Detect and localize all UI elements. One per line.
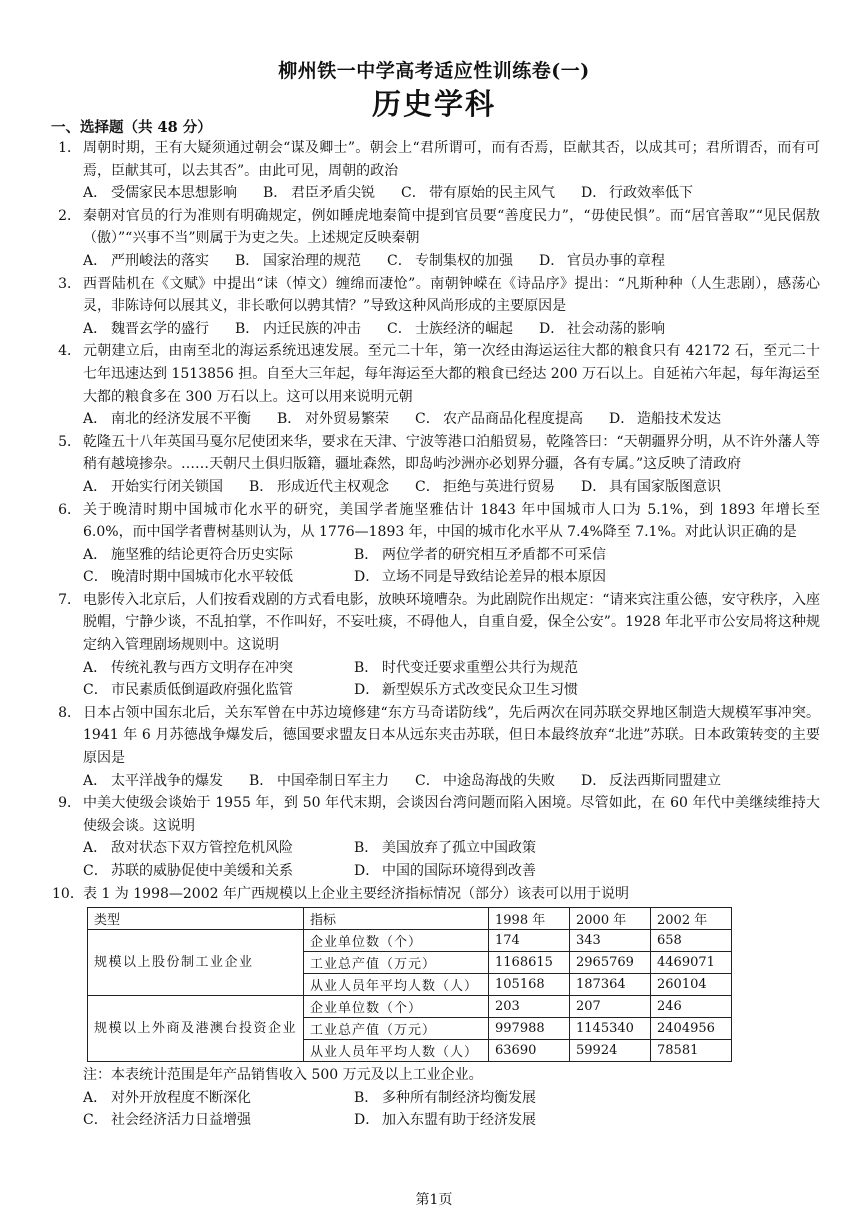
option-text: 两位学者的研究相互矛盾都不可采信 [382, 546, 606, 563]
option-text: 官员办事的章程 [567, 252, 665, 269]
option-letter: B． [354, 546, 379, 563]
question-stem: 周朝时期，王有大疑须通过朝会“谋及卿士”。朝会上“君所谓可，而有否焉，臣献其否，以成其可；君所谓否，而有可焉，臣献其可，以去其否”。由此可见，周朝的政治 [83, 140, 820, 179]
option-letter: C． [83, 682, 108, 699]
option-text: 国家治理的规范 [263, 252, 361, 269]
option-d[interactable] [581, 182, 693, 205]
option-c[interactable] [415, 476, 555, 499]
option-text: 受儒家民本思想影响 [111, 185, 237, 202]
option-d[interactable] [354, 679, 714, 702]
table-value-cell: 260104 [651, 974, 732, 996]
option-a[interactable] [83, 544, 354, 567]
option-b[interactable] [354, 1087, 714, 1110]
option-text: 晚清时期中国城市化水平较低 [111, 569, 293, 586]
option-list [83, 770, 820, 793]
table-header-cell: 类型 [88, 908, 304, 930]
table-value-cell: 658 [651, 930, 732, 952]
question-2 [52, 205, 820, 273]
option-letter: C． [83, 1112, 108, 1129]
option-list [83, 318, 820, 341]
option-b[interactable] [354, 837, 714, 860]
option-b[interactable] [249, 770, 389, 793]
option-letter: D． [609, 411, 635, 428]
option-list [83, 250, 820, 273]
option-text: 专制集权的加强 [415, 252, 513, 269]
option-text: 农产品商品化程度提高 [443, 411, 583, 428]
option-letter: A． [83, 411, 108, 428]
option-text: 太平洋战争的爆发 [111, 772, 223, 789]
option-b[interactable] [235, 318, 361, 341]
exam-title: 柳州铁一中学高考适应性训练卷(一) [278, 60, 590, 82]
option-text: 社会经济活力日益增强 [111, 1112, 251, 1129]
option-text: 开始实行闭关锁国 [111, 478, 223, 495]
table-value-cell: 1145340 [570, 1018, 651, 1040]
option-text: 对外贸易繁荣 [305, 411, 389, 428]
option-d[interactable] [581, 476, 721, 499]
option-text: 时代变迁要求重塑公共行为规范 [382, 659, 578, 676]
option-letter: C． [415, 411, 440, 428]
table-value-cell: 174 [489, 930, 570, 952]
option-text: 施坚雅的结论更符合历史实际 [111, 546, 293, 563]
table-value-cell: 207 [570, 996, 651, 1018]
question-9 [52, 792, 820, 882]
option-letter: C． [387, 252, 412, 269]
option-letter: A． [83, 185, 108, 202]
table-indicator-cell: 工业总产值（万元） [304, 952, 489, 974]
option-text: 中途岛海战的失败 [443, 772, 555, 789]
option-a[interactable] [83, 318, 209, 341]
question-8 [52, 702, 820, 792]
option-d[interactable] [609, 408, 721, 431]
option-letter: A． [83, 840, 108, 857]
option-letter: A． [83, 320, 108, 337]
table-row [88, 930, 732, 952]
option-letter: C． [83, 569, 108, 586]
option-a[interactable] [83, 770, 223, 793]
option-d[interactable] [354, 1109, 714, 1132]
question-10 [52, 883, 820, 1132]
question-7 [52, 589, 820, 702]
question-stem: 关于晚清时期中国城市化水平的研究，美国学者施坚雅估计 1843 年中国城市人口为 5.1%，到 1893 年增长至 6.0%，而中国学者曹树基则认为，从 1776—1893 年，中国的城市化水平从 7.4%降至 7.1%。对此认识正确的是 [83, 501, 820, 541]
option-d[interactable] [354, 566, 714, 589]
table-value-cell: 2404956 [651, 1018, 732, 1040]
question-6 [52, 499, 820, 589]
option-a[interactable] [83, 476, 223, 499]
table-indicator-cell: 企业单位数（个） [304, 930, 489, 952]
question-number: 1． [58, 140, 81, 156]
question-3 [52, 273, 820, 341]
table-value-cell: 997988 [489, 1018, 570, 1040]
question-number: 2． [58, 207, 81, 224]
table-indicator-cell: 工业总产值（万元） [304, 1018, 489, 1040]
option-c[interactable] [415, 770, 555, 793]
option-text: 君臣矛盾尖锐 [291, 185, 375, 202]
table-value-cell: 343 [570, 930, 651, 952]
table-value-cell: 2965769 [570, 952, 651, 974]
option-list [83, 837, 820, 882]
table-header-row [88, 908, 732, 930]
option-letter: B． [235, 320, 260, 337]
question-number: 8． [58, 704, 81, 721]
option-list [83, 657, 820, 702]
option-text: 中国牵制日军主力 [277, 772, 389, 789]
option-text: 士族经济的崛起 [415, 320, 513, 337]
option-text: 社会动荡的影响 [567, 320, 665, 337]
table-value-cell: 59924 [570, 1040, 651, 1062]
option-text: 反法西斯同盟建立 [609, 772, 721, 789]
option-letter: B． [235, 252, 260, 269]
option-a[interactable] [83, 657, 354, 680]
table-header-cell: 指标 [304, 908, 489, 930]
table-value-cell: 63690 [489, 1040, 570, 1062]
option-d[interactable] [539, 250, 665, 273]
option-c[interactable] [415, 408, 583, 431]
page-number: 第1页 [415, 1192, 453, 1208]
option-a[interactable] [83, 408, 251, 431]
option-text: 南北的经济发展不平衡 [111, 411, 251, 428]
table-value-cell: 78581 [651, 1040, 732, 1062]
option-letter: D． [581, 185, 607, 202]
option-a[interactable] [83, 837, 354, 860]
option-text: 对外开放程度不断深化 [111, 1089, 251, 1106]
data-table [87, 907, 732, 1062]
option-b[interactable] [354, 657, 714, 680]
option-text: 行政效率低下 [609, 185, 693, 202]
table-value-cell: 1168615 [489, 952, 570, 974]
option-list [83, 408, 820, 431]
option-text: 市民素质低倒逼政府强化监管 [111, 682, 293, 699]
option-list [83, 544, 820, 589]
option-text: 敌对状态下双方管控危机风险 [111, 840, 293, 857]
table-value-cell: 105168 [489, 974, 570, 996]
option-letter: A． [83, 546, 108, 563]
subject-title: 历史学科 [371, 87, 496, 121]
option-c[interactable] [83, 860, 354, 883]
table-value-cell: 4469071 [651, 952, 732, 974]
option-letter: D． [354, 863, 380, 879]
option-letter: B． [249, 478, 274, 495]
option-text: 中国的国际环境得到改善 [382, 863, 536, 879]
option-letter: A． [83, 1089, 108, 1106]
table-type-cell: 规模以上股份制工业企业 [88, 930, 304, 996]
option-a[interactable] [83, 250, 209, 273]
table-header-cell: 1998 年 [489, 908, 570, 930]
option-text: 形成近代主权观念 [277, 478, 389, 495]
option-b[interactable] [354, 544, 714, 567]
option-letter: B． [354, 659, 379, 676]
option-b[interactable] [263, 182, 375, 205]
option-text: 带有原始的民主风气 [429, 185, 555, 202]
option-letter: C． [415, 478, 440, 495]
option-letter: B． [277, 411, 302, 428]
table-header-cell: 2002 年 [651, 908, 732, 930]
option-a[interactable] [83, 1087, 354, 1110]
option-text: 严刑峻法的落实 [111, 252, 209, 269]
question-stem: 乾隆五十八年英国马戛尔尼使团来华，要求在天津、宁波等港口泊船贸易，乾隆答曰：“天朝疆界分明，从不许外藩人等稍有越境掺杂。……天朝尺土俱归版籍，疆址森然，即岛屿沙洲亦必划界分疆，各有专属。”这反映了清政府 [83, 433, 820, 473]
option-letter: C． [401, 185, 426, 202]
question-stem: 电影传入北京后，人们按看戏剧的方式看电影，放映环境嘈杂。为此剧院作出规定：“请来宾注重公德，安守秩序，入座脱帽，宁静少谈，不乱拍掌，不作叫好，不妄吐痰，不碍他人，自重自爱，保全公安”。1928 年北平市公安局将这种规定纳入管理剧场规则中。这说明 [83, 591, 820, 654]
option-letter: B． [263, 185, 288, 202]
option-d[interactable] [354, 860, 714, 883]
option-letter: D． [354, 569, 380, 586]
table-row [88, 996, 732, 1018]
option-text: 苏联的威胁促使中美缓和关系 [111, 863, 293, 879]
question-1 [52, 137, 820, 205]
option-letter: A． [83, 252, 108, 269]
option-letter: D． [539, 320, 565, 337]
option-c[interactable] [83, 566, 354, 589]
option-list [83, 1087, 820, 1132]
question-stem: 日本占领中国东北后，关东军曾在中苏边境修建“东方马奇诺防线”，先后两次在同苏联交界地区制造大规模军事冲突。1941 年 6 月苏德战争爆发后，德国要求盟友日本从远东夹击苏联，但日本最终放弃“北进”苏联。日本政策转变的主要原因是 [83, 704, 820, 767]
option-c[interactable] [387, 250, 513, 273]
option-text: 加入东盟有助于经济发展 [382, 1112, 536, 1129]
question-number: 5． [58, 433, 81, 450]
question-5 [52, 431, 820, 499]
option-text: 美国放弃了孤立中国政策 [382, 840, 536, 857]
option-text: 拒绝与英进行贸易 [443, 478, 555, 495]
question-number: 7． [58, 591, 81, 608]
option-a[interactable] [83, 182, 237, 205]
option-d[interactable] [539, 318, 665, 341]
question-number: 3． [58, 275, 81, 292]
table-value-cell: 187364 [570, 974, 651, 996]
option-c[interactable] [83, 1109, 354, 1132]
table-indicator-cell: 从业人员年平均人数（人） [304, 974, 489, 996]
table-note: 注：本表统计范围是年产品销售收入 500 万元及以上工业企业。 [83, 1067, 483, 1084]
question-stem: 中美大使级会谈始于 1955 年，到 50 年代末期，会谈因台湾问题而陷入困境。尽管如此，在 60 年代中美继续维持大使级会谈。这说明 [83, 795, 820, 834]
option-b[interactable] [235, 250, 361, 273]
table-value-cell: 246 [651, 996, 732, 1018]
option-b[interactable] [249, 476, 389, 499]
option-letter: B． [249, 772, 274, 789]
option-c[interactable] [83, 679, 354, 702]
question-stem: 秦朝对官员的行为准则有明确规定，例如睡虎地秦简中提到官员要“善度民力”，“毋使民惧”。而“居官善取”“见民倨敖（傲）”“兴事不当”则属于为吏之失。上述规定反映秦朝 [83, 207, 820, 247]
option-list [83, 182, 820, 205]
option-text: 新型娱乐方式改变民众卫生习惯 [382, 682, 578, 699]
option-text: 多种所有制经济均衡发展 [382, 1089, 536, 1106]
question-stem: 西晋陆机在《文赋》中提出“诔（悼文）缠绵而凄怆”。南朝钟嵘在《诗品序》提出：“凡斯种种（人生悲剧），感荡心灵，非陈诗何以展其义，非长歌何以骋其情？”导致这种风尚形成的主要原因是 [83, 275, 820, 315]
option-c[interactable] [387, 318, 513, 341]
option-d[interactable] [581, 770, 721, 793]
table-indicator-cell: 从业人员年平均人数（人） [304, 1040, 489, 1062]
section-heading: 一、选择题（共 48 分） [51, 119, 212, 136]
option-letter: C． [387, 320, 412, 337]
option-letter: A． [83, 659, 108, 676]
option-text: 内迁民族的冲击 [263, 320, 361, 337]
table-indicator-cell: 企业单位数（个） [304, 996, 489, 1018]
option-text: 造船技术发达 [637, 411, 721, 428]
table-value-cell: 203 [489, 996, 570, 1018]
question-number: 4． [58, 343, 81, 360]
option-letter: B． [354, 1089, 379, 1106]
question-stem: 表 1 为 1998—2002 年广西规模以上企业主要经济指标情况（部分）该表可以用于说明 [83, 885, 629, 902]
option-text: 具有国家版图意识 [609, 478, 721, 495]
question-4 [52, 340, 820, 430]
option-c[interactable] [401, 182, 555, 205]
question-list [52, 137, 820, 1132]
option-letter: D． [354, 682, 380, 699]
table-type-cell: 规模以上外商及港澳台投资企业 [88, 996, 304, 1062]
option-letter: C． [415, 772, 440, 789]
option-letter: D． [581, 772, 607, 789]
option-text: 立场不同是导致结论差异的根本原因 [382, 569, 606, 586]
option-text: 传统礼教与西方文明存在冲突 [111, 659, 293, 676]
option-list [83, 476, 820, 499]
question-stem: 元朝建立后，由南至北的海运系统迅速发展。至元二十年，第一次经由海运运往大都的粮食只有 42172 石，至元二十七年迅速达到 1513856 担。自至大三年起，每年海运至大都的粮食已经达 200 万石以上。自延祐六年起，每年海运至大都的粮食多在 300 万石以上。这可以用来说明元朝 [83, 343, 820, 405]
option-letter: D． [539, 252, 565, 269]
question-number: 6． [58, 501, 81, 518]
question-number: 9． [58, 795, 81, 812]
option-letter: A． [83, 478, 108, 495]
option-letter: C． [83, 863, 108, 879]
option-text: 魏晋玄学的盛行 [111, 320, 209, 337]
option-letter: A． [83, 772, 108, 789]
option-letter: D． [581, 478, 607, 495]
option-letter: D． [354, 1112, 380, 1129]
question-number: 10． [52, 885, 84, 902]
option-b[interactable] [277, 408, 389, 431]
table-header-cell: 2000 年 [570, 908, 651, 930]
option-letter: B． [354, 840, 379, 857]
